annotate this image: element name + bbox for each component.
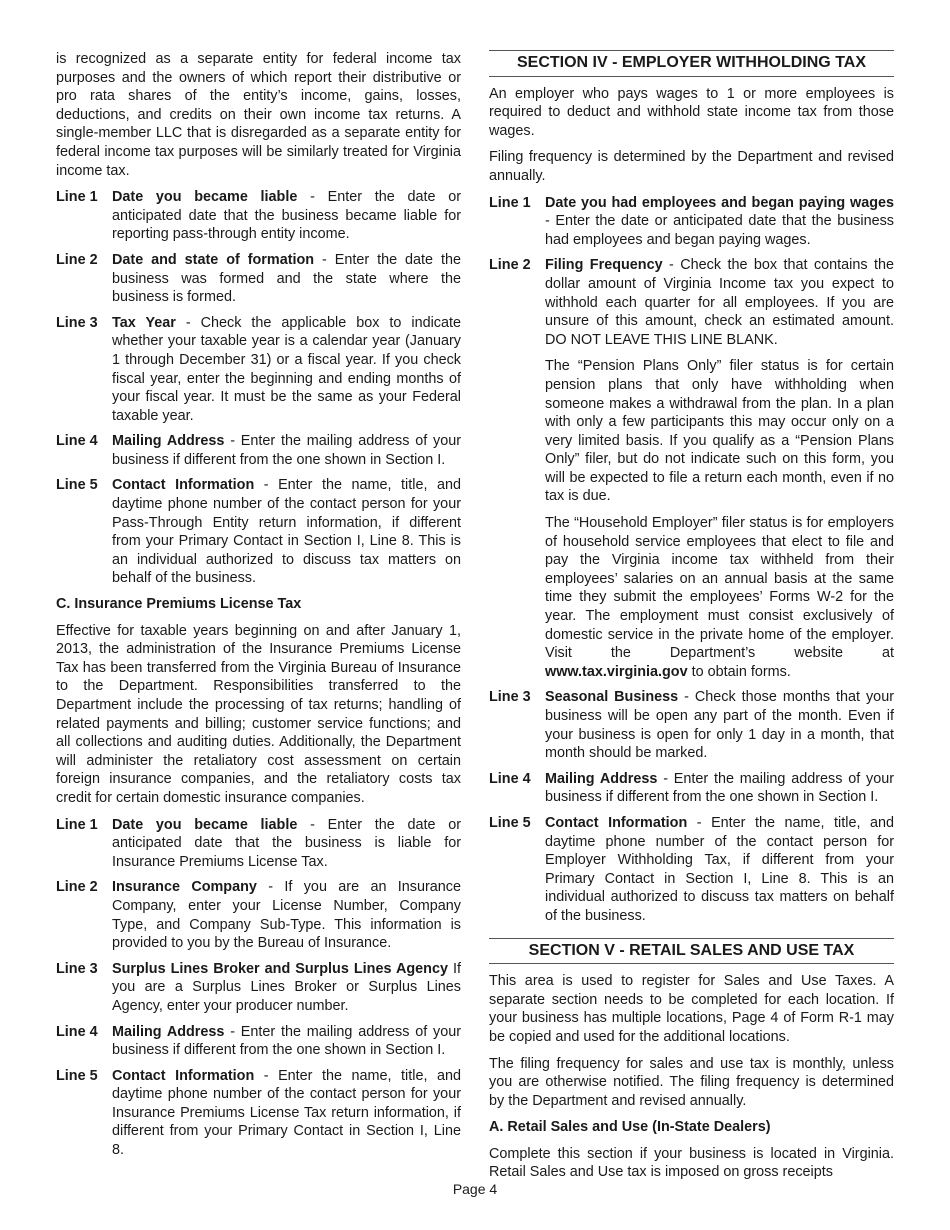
line-label: Line 3 [56,960,98,977]
line-label: Line 2 [56,879,98,896]
line-title: Surplus Lines Broker and Surplus Lines Agency [112,960,448,977]
line-title: Insurance Company [112,879,257,896]
line-title: Mailing Address [112,1023,225,1040]
line-title: Mailing Address [112,433,225,450]
line-text: - Enter the name, title, and daytime phone number of the contact person for your Insurance Premiums License Tax return information, if different from your Primary Contact in Section I, Line 8. [112,1067,461,1159]
filing-frequency-paragraph: Filing frequency is determined by the Department and revised annually. [489,149,894,184]
line-text: - Enter the mailing address of your business if different from the one shown in Section I. [112,1023,461,1059]
household-text-end: to obtain forms. [687,663,791,680]
retail-sales-heading: A. Retail Sales and Use (In-State Dealers) [489,1119,771,1136]
line-title: Date you became liable [112,816,298,833]
line-label: Line 1 [489,194,531,211]
line-text: - Enter the date or anticipated date that the business became liable for reporting pass-through entity income. [112,189,461,243]
line-label: Line 2 [489,257,531,274]
insurance-intro-paragraph: Effective for taxable years beginning on and after January 1, 2013, the administration of the Insurance Premiums License Tax has been transferred from the Virginia Bureau of Insurance to the Department. Responsibilities transferred to the Department include the processing of tax returns; handling of related payments and billing; customer service functions; and all collections and auditing duties. Additionally, the Department will administer the retaliatory cost assessment on certain foreign insurance companies, and the retaliatory costs tax credit for certain domestic insurance companies. [56,622,461,806]
line-label: Line 5 [56,477,98,494]
withholding-line-5 [489,814,894,926]
line-text: - Enter the mailing address of your business if different from the one shown in Section I. [545,770,894,806]
line-text: - Enter the name, title, and daytime phone number of the contact person for Employer Withholding Tax, if different from your Primary Contact in Section I, Line 8. This is an individual authorized to discuss tax matters on behalf of the business. [545,814,894,924]
line-label: Line 4 [56,1023,98,1040]
withholding-line-3 [489,688,894,762]
withholding-intro-paragraph: An employer who pays wages to 1 or more employees is required to deduct and withhold state income tax from those wages. [489,85,894,139]
line-text: If you are a Surplus Lines Broker or Surplus Lines Agency, enter your producer number. [112,960,462,1014]
line-title: Contact Information [112,1067,255,1084]
line-label: Line 5 [489,814,531,831]
withholding-line-1 [489,194,894,250]
line-title: Date you had employees and began paying wages [545,194,894,211]
household-text: The “Household Employer” filer status is for employers of household service employees that elect to file and pay the Virginia income tax withheld from their employees’ salaries on an annual basis at the same time they submit the employees’ Forms W-2 for the year. The employment must consist exclusively of domestic service in the private home of the employer. Visit the Department’s website at [545,515,894,662]
sales-filing-frequency-paragraph: The filing frequency for sales and use tax is monthly, unless you are otherwise notified. The filing frequency is determined by the Department and revised annually. [489,1055,894,1109]
line-text: - Check those months that your business will be open any part of the month. Even if your business is open for only 1 day in a month, that month should be marked. [545,689,894,762]
left-column [56,50,461,1167]
pte-line-1 [56,188,461,244]
insurance-heading: C. Insurance Premiums License Tax [56,596,302,613]
insurance-line-2 [56,878,461,952]
line-label: Line 5 [56,1067,98,1084]
pte-intro-paragraph: is recognized as a separate entity for federal income tax purposes and the owners of which report their distributive or pro rata shares of the entity’s income, gains, losses, deductions, and credits on their own income tax returns. A single-member LLC that is disregarded as a separate entity for federal income tax purposes will be similarly treated for Virginia income tax. [56,51,461,179]
line-text: - Enter the name, title, and daytime phone number of the contact person for your Pass-Through Entity return information, if different from your Primary Contact in Section I, Line 8. This is an individual authorized to discuss tax matters on behalf of the business. [112,477,461,587]
insurance-line-3 [56,960,461,1016]
line-label: Line 1 [56,189,98,206]
line-label: Line 1 [56,816,98,833]
pte-line-4 [56,432,461,469]
pension-plans-paragraph: The “Pension Plans Only” filer status is for certain pension plans that only have withholding when someone makes a withdrawal from the plan. In a plan with only a few participants this may occur only on a very limited basis. If you qualify as a “Pension Plans Only” filer, but do not indicate such on this form, you will be expected to file a return each month, even if no tax is due. [545,358,894,505]
line-text: - Enter the mailing address of your business if different from the one shown in Section I. [112,433,461,468]
line-label: Line 4 [56,433,98,450]
withholding-line-4 [489,770,894,807]
line-title: Date and state of formation [112,251,315,268]
line-label: Line 3 [56,314,98,331]
line-label: Line 4 [489,770,531,787]
line-title: Tax Year [112,314,176,331]
line-title: Contact Information [112,477,255,494]
line-title: Contact Information [545,814,688,831]
line-label: Line 3 [489,689,531,706]
line-title: Mailing Address [545,770,658,787]
line-label: Line 2 [56,251,98,268]
website-link[interactable]: www.tax.virginia.gov [545,663,688,680]
page-number: Page 4 [452,1181,498,1197]
line-text: - If you are an Insurance Company, enter your License Number, Company Type, and Company Sub-Type. This information is provided to you by the Bureau of Insurance. [112,879,461,952]
insurance-line-5 [56,1067,461,1160]
pte-line-2 [56,251,461,307]
pte-line-5 [56,476,461,588]
section-iv-heading: SECTION IV - EMPLOYER WITHHOLDING TAX [489,50,894,77]
withholding-line-2 [489,256,894,681]
line-text: - Enter the date the business was formed and the state where the business is formed. [112,251,461,306]
insurance-line-4 [56,1023,461,1060]
retail-sales-paragraph: Complete this section if your business is located in Virginia. Retail Sales and Use tax is imposed on gross receipts [489,1145,894,1181]
sales-use-intro-paragraph: This area is used to register for Sales and Use Taxes. A separate section needs to be completed for each location. If your business has multiple locations, Page 4 of Form R-1 may be copied and used for the additional locations. [489,973,894,1045]
section-v-heading: SECTION V - RETAIL SALES AND USE TAX [489,938,894,965]
line-text: - Enter the date or anticipated date that the business had employees and began paying wages. [545,213,894,248]
line-text: - Enter the date or anticipated date that the business is liable for Insurance Premiums License Tax. [112,816,461,870]
line-title: Filing Frequency [545,257,663,274]
line-text: - Check the applicable box to indicate whether your taxable year is a calendar year (January 1 through December 31) or a fiscal year. If you check fiscal year, enter the beginning and ending months of your fiscal year. It must be the same as your Federal taxable year. [112,314,461,424]
household-employer-paragraph [545,514,894,681]
line-text: - Check the box that contains the dollar amount of Virginia Income tax you expect to withhold each quarter for all employees. If you are unsure of this amount, check an estimated amount. DO NOT LEAVE THIS LINE BLANK. [545,257,894,348]
right-column [489,50,894,1190]
insurance-line-1 [56,816,461,872]
line-title: Date you became liable [112,189,298,206]
line-title: Seasonal Business [545,689,679,706]
pte-line-3 [56,314,461,426]
